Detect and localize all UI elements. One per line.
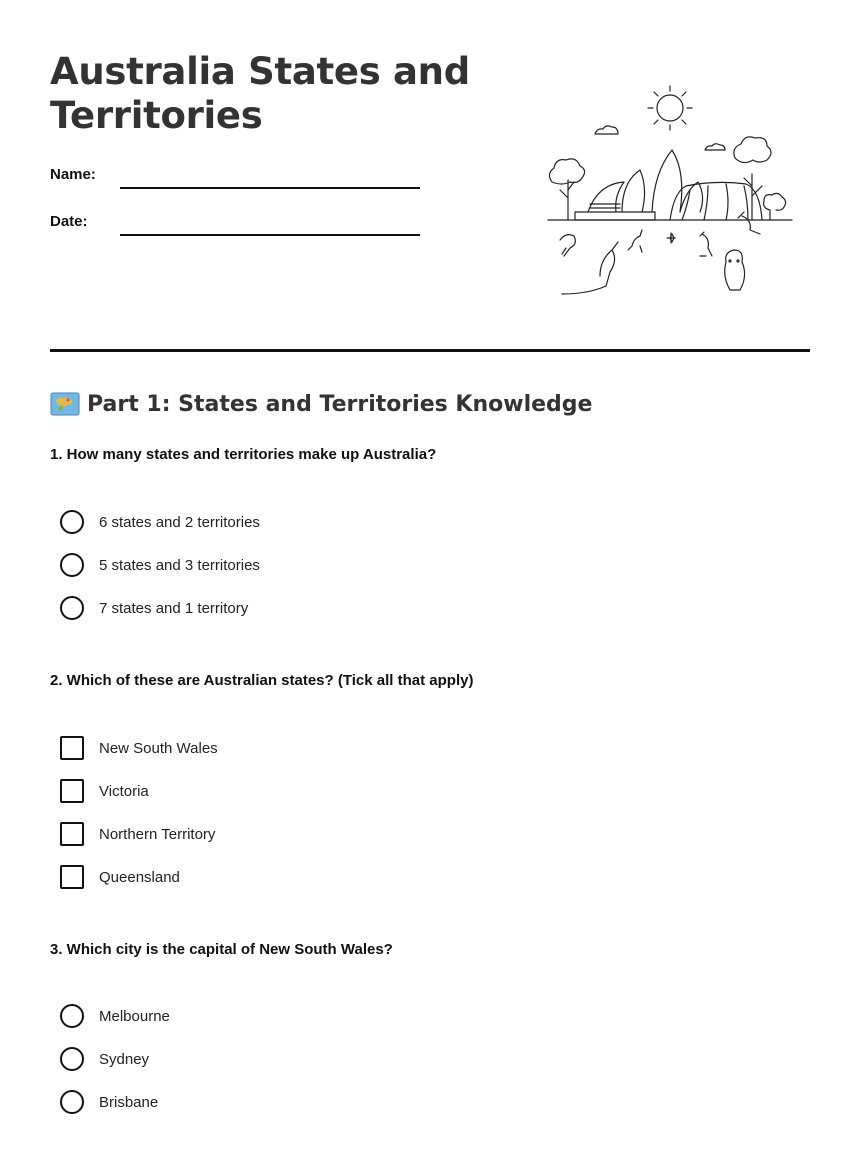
radio-button[interactable]	[60, 1047, 84, 1071]
date-field[interactable]	[120, 234, 420, 236]
q3-option-2[interactable]	[60, 1046, 149, 1072]
option-label: Melbourne	[99, 1007, 170, 1025]
radio-button[interactable]	[60, 553, 84, 577]
option-label: 5 states and 3 territories	[99, 556, 260, 574]
name-field[interactable]	[120, 187, 420, 189]
option-label: Northern Territory	[99, 825, 216, 843]
date-label: Date:	[50, 213, 88, 230]
checkbox[interactable]	[60, 779, 84, 803]
option-label: Victoria	[99, 782, 149, 800]
radio-button[interactable]	[60, 1004, 84, 1028]
q2-option-2[interactable]	[60, 778, 149, 804]
section-title: Part 1: States and Territories Knowledge	[87, 391, 593, 417]
option-label: Queensland	[99, 868, 180, 886]
option-label: Sydney	[99, 1050, 150, 1068]
option-label: 6 states and 2 territories	[99, 513, 260, 531]
q2-option-4[interactable]	[60, 864, 180, 890]
sun-icon	[648, 86, 692, 130]
option-label: 7 states and 1 territory	[99, 599, 249, 617]
q3-option-1[interactable]	[60, 1003, 170, 1029]
radio-button[interactable]	[60, 510, 84, 534]
radio-button[interactable]	[60, 1090, 84, 1114]
q1-option-2[interactable]	[60, 552, 260, 578]
radio-button[interactable]	[60, 596, 84, 620]
checkbox[interactable]	[60, 822, 84, 846]
option-label: New South Wales	[99, 739, 218, 757]
question-1: 1. How many states and territories make up Australia?	[50, 446, 437, 463]
name-label: Name:	[50, 166, 96, 183]
worksheet-title: Australia States and Territories	[50, 50, 470, 137]
q1-option-3[interactable]	[60, 595, 248, 621]
landmarks-illustration-icon	[540, 78, 800, 303]
q3-option-3[interactable]	[60, 1089, 158, 1115]
question-2: 2. Which of these are Australian states? (Tick all that apply)	[50, 672, 474, 689]
checkbox[interactable]	[60, 865, 84, 889]
q2-option-1[interactable]	[60, 735, 218, 761]
q1-option-1[interactable]	[60, 509, 260, 535]
q2-option-3[interactable]	[60, 821, 215, 847]
checkbox[interactable]	[60, 736, 84, 760]
question-3: 3. Which city is the capital of New South Wales?	[50, 941, 393, 958]
option-label: Brisbane	[99, 1093, 159, 1111]
section-divider	[50, 349, 810, 352]
map-icon	[50, 391, 80, 417]
section-header	[50, 388, 592, 420]
